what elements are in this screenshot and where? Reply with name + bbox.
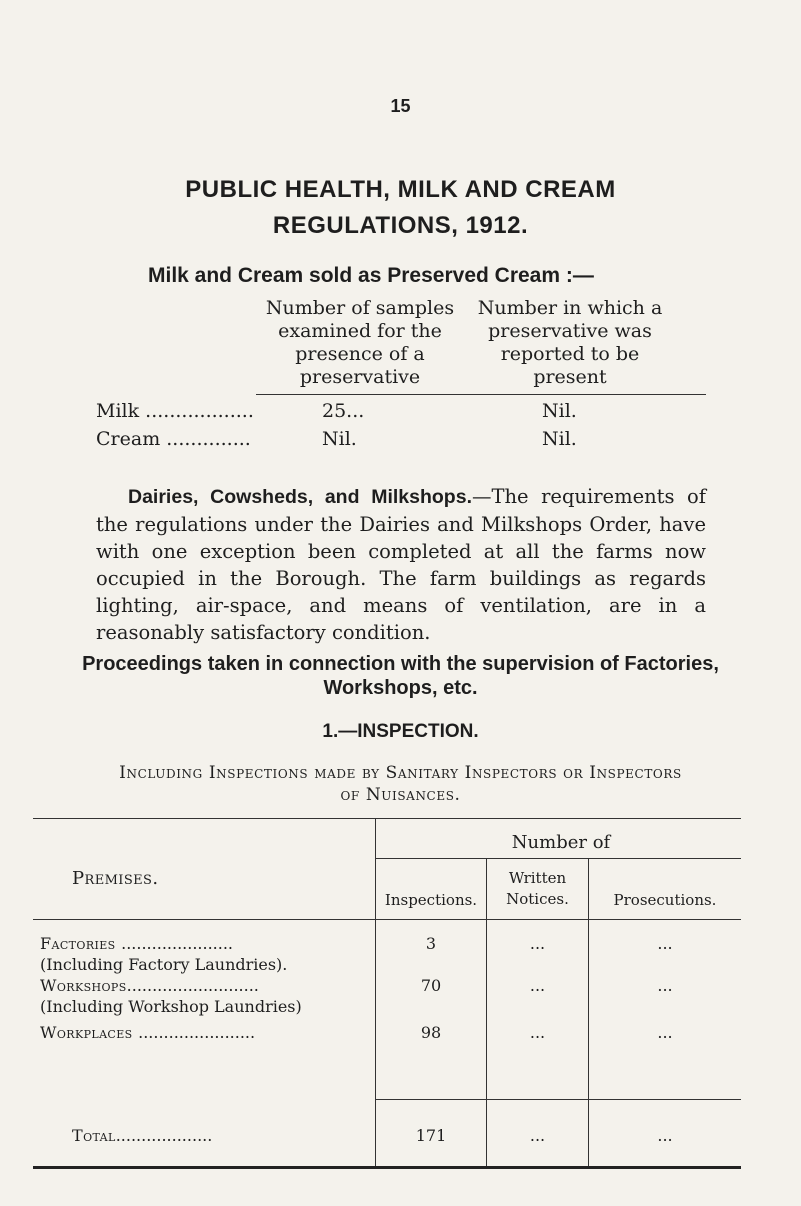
workshops-inspections: 70 xyxy=(420,976,442,995)
factories-sub-label: (Including Factory Laundries). xyxy=(40,955,288,974)
samples-examined-header xyxy=(250,297,470,389)
present-header-line: reported to be xyxy=(500,343,640,365)
heading-line-2: REGULATIONS, 1912. xyxy=(272,212,529,239)
dairies-paragraph xyxy=(96,483,706,646)
including-line-2: of Nuisances. xyxy=(340,785,461,805)
page-number: 15 xyxy=(390,96,411,116)
workplaces-label: Workplaces xyxy=(40,1023,133,1042)
factories-leader: ...................... xyxy=(121,934,234,953)
workplaces-inspections: 98 xyxy=(420,1023,442,1042)
present-header-line: present xyxy=(533,366,607,388)
inspection-heading: 1.—INSPECTION. xyxy=(322,721,479,742)
samples-header-line: presence of a xyxy=(295,343,425,365)
header-bottom-rule xyxy=(33,919,741,920)
milk-row-label xyxy=(96,400,254,422)
workplaces-row-label xyxy=(40,1023,255,1042)
heading-line-1: PUBLIC HEALTH, MILK AND CREAM xyxy=(185,176,616,203)
proceedings-heading-line-2: Workshops, etc. xyxy=(323,677,478,699)
total-row-label xyxy=(72,1126,212,1145)
workplaces-leader: ....................... xyxy=(138,1023,256,1042)
proceedings-heading-line-1: Proceedings taken in connection with the supervision of Factories, xyxy=(82,653,719,675)
total-written: ... xyxy=(529,1126,546,1145)
present-header-line: Number in which a xyxy=(477,297,663,319)
total-label: Total xyxy=(72,1126,116,1145)
dairies-lead: Dairies, Cowsheds, and Milkshops. xyxy=(128,486,472,508)
total-leader: ................... xyxy=(115,1126,213,1145)
cream-leader: .............. xyxy=(166,428,251,450)
samples-header-line: examined for the xyxy=(278,320,442,342)
milk-samples-value: 25... xyxy=(322,400,365,422)
total-inspections: 171 xyxy=(415,1126,447,1145)
workplaces-written: ... xyxy=(529,1023,546,1042)
cream-samples-value: Nil. xyxy=(322,428,357,450)
total-top-rule xyxy=(376,1099,741,1100)
factories-row-label xyxy=(40,934,233,953)
workshops-sub-label: (Including Workshop Laundries) xyxy=(40,997,302,1016)
preservative-present-header xyxy=(465,297,675,389)
milk-leader: .................. xyxy=(145,400,254,422)
cream-label: Cream xyxy=(96,428,161,450)
total-prosecutions: ... xyxy=(657,1126,673,1145)
cream-row-label xyxy=(96,428,251,450)
premises-header: Premises. xyxy=(72,868,159,889)
workshops-written: ... xyxy=(529,976,546,995)
dairies-text: —The requirements of the regulations under the Dairies and Milkshops Order, have with one exception been completed at all the farms now occupied in the Borough. The farm buildings as regards lighting, air-space, and means of ventilation, are in a reasonably satisfactory condition. xyxy=(96,485,706,644)
preserved-cream-title: Milk and Cream sold as Preserved Cream :— xyxy=(148,264,594,287)
samples-table-rule xyxy=(256,394,706,395)
written-notices-header xyxy=(487,868,588,910)
including-line-1: Including Inspections made by Sanitary Inspectors or Inspectors xyxy=(119,763,682,783)
workshops-prosecutions: ... xyxy=(657,976,673,995)
factories-inspections: 3 xyxy=(425,934,437,953)
table-top-rule xyxy=(33,818,741,819)
cream-preservative-value: Nil. xyxy=(542,428,577,450)
number-of-rule xyxy=(376,858,741,859)
written-header-line: Notices. xyxy=(506,890,569,908)
milk-preservative-value: Nil. xyxy=(542,400,577,422)
present-header-line: preservative was xyxy=(488,320,652,342)
workshops-leader: .......................... xyxy=(126,976,259,995)
milk-label: Milk xyxy=(96,400,140,422)
workshops-label: Workshops xyxy=(40,976,127,995)
written-header-line: Written xyxy=(508,869,567,887)
workshops-row-label xyxy=(40,976,259,995)
factories-written: ... xyxy=(529,934,546,953)
number-of-header: Number of xyxy=(511,832,611,853)
factories-label: Factories xyxy=(40,934,116,953)
samples-header-line: Number of samples xyxy=(265,297,455,319)
workplaces-prosecutions: ... xyxy=(657,1023,673,1042)
factories-prosecutions: ... xyxy=(657,934,673,953)
inspections-header: Inspections. xyxy=(384,891,478,909)
samples-header-line: preservative xyxy=(299,366,421,388)
prosecutions-header: Prosecutions. xyxy=(613,891,717,909)
table-bottom-rule xyxy=(33,1166,741,1169)
